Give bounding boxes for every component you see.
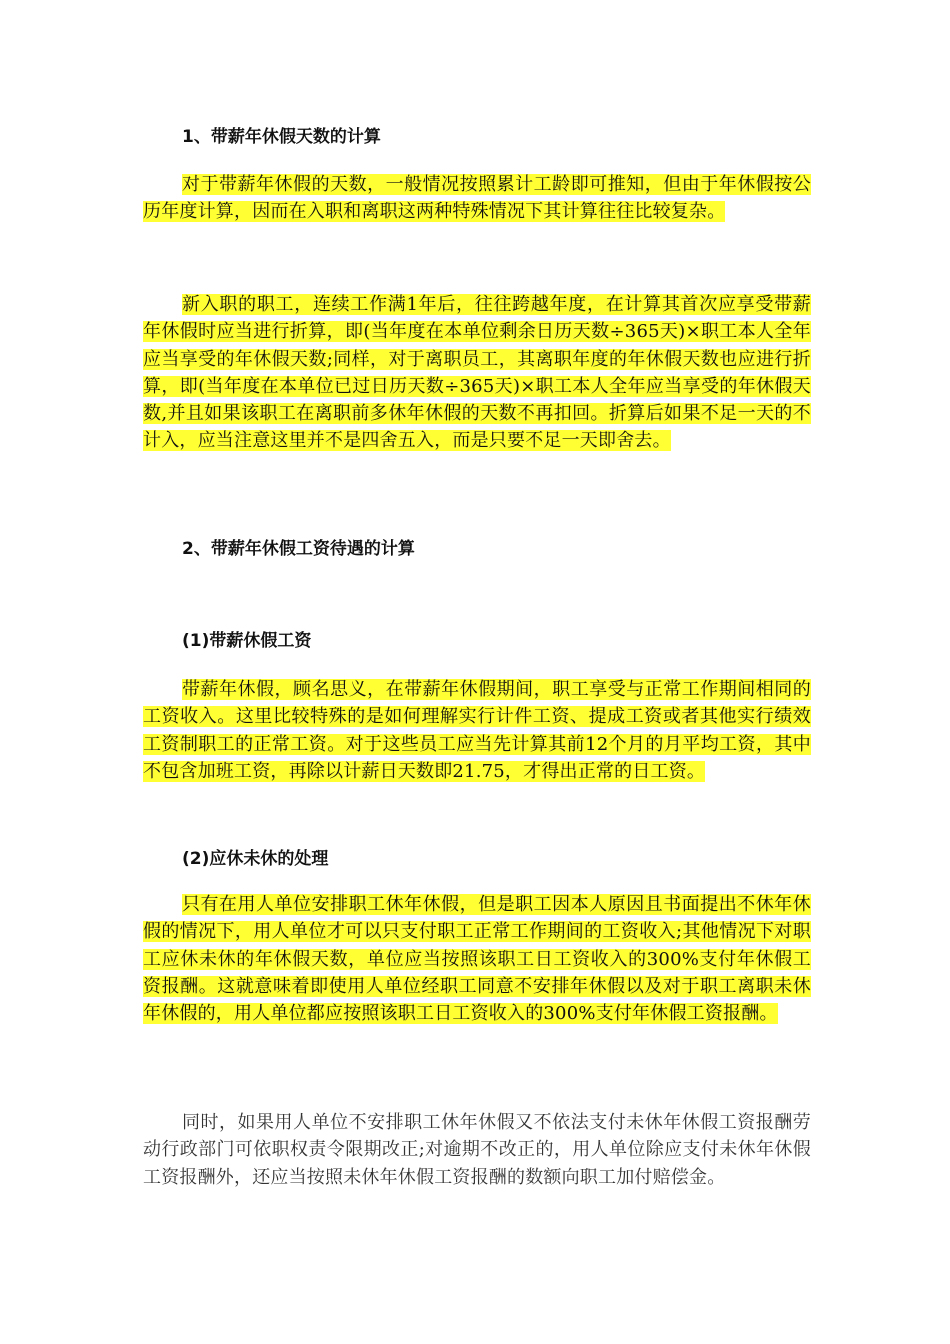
paragraph-proration-rules [143, 291, 811, 455]
heading-paid-leave-wage: (1)带薪休假工资 [182, 631, 312, 651]
paragraph-paid-leave-wage [143, 676, 811, 785]
highlighted-text: 只有在用人单位安排职工休年休假，但是职工因本人原因且书面提出不休年休假的情况下，用人单位才可以只支付职工正常工作期间的工资收入;其他情况下对职工应休未休的年休假天数，单位应当按照该职工日工资收入的300%支付年休假工资报酬。这就意味着即使用人单位经职工同意不安排年休假以及对于职工离职未休年休假的，用人单位都应按照该职工日工资收入的300%支付年休假工资报酬。 [143, 894, 811, 1025]
paragraph-penalty: 同时，如果用人单位不安排职工休年休假又不依法支付未休年休假工资报酬劳动行政部门可依职权责令限期改正;对逾期不改正的，用人单位除应支付未休年休假工资报酬外，还应当按照未休年休假工资报酬的数额向职工加付赔偿金。 [143, 1112, 811, 1188]
highlighted-text: 新入职的职工，连续工作满1年后，往往跨越年度，在计算其首次应享受带薪年休假时应当进行折算，即(当年度在本单位剩余日历天数÷365天)×职工本人全年应当享受的年休假天数;同样，对于离职员工，其离职年度的年休假天数也应进行折算，即(当年度在本单位已过日历天数÷365天)×职工本人全年应当享受的年休假天数,并且如果该职工在离职前多休年休假的天数不再扣回。折算后如果不足一天的不计入，应当注意这里并不是四舍五入，而是只要不足一天即舍去。 [143, 294, 811, 452]
heading-leave-pay-calculation: 2、带薪年休假工资待遇的计算 [182, 539, 415, 559]
highlighted-text: 对于带薪年休假的天数，一般情况按照累计工龄即可推知，但由于年休假按公历年度计算，因而在入职和离职这两种特殊情况下其计算往往比较复杂。 [143, 174, 811, 223]
highlighted-text: 带薪年休假，顾名思义，在带薪年休假期间，职工享受与正常工作期间相同的工资收入。这里比较特殊的是如何理解实行计件工资、提成工资或者其他实行绩效工资制职工的正常工资。对于这些员工应当先计算其前12个月的月平均工资，其中不包含加班工资，再除以计薪日天数即21.75，才得出正常的日工资。 [143, 679, 811, 782]
heading-leave-days-calculation: 1、带薪年休假天数的计算 [182, 127, 381, 147]
heading-unused-leave: (2)应休未休的处理 [182, 849, 329, 869]
paragraph-unused-leave [143, 891, 811, 1027]
paragraph-leave-days-intro [143, 171, 811, 226]
